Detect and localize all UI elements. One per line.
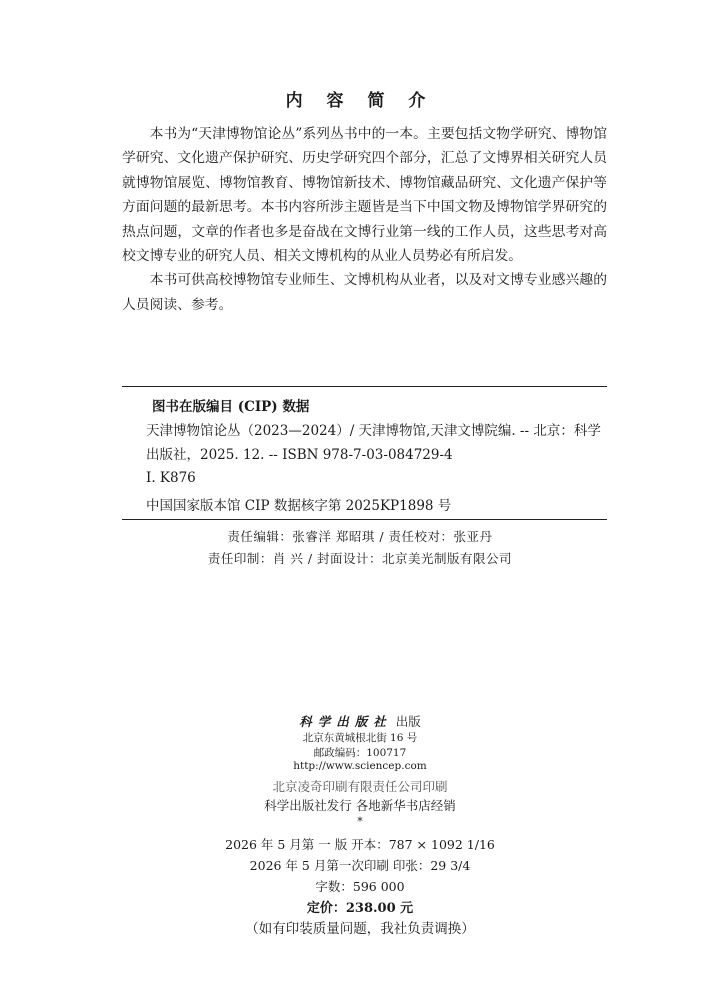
cip-classification: Ⅰ. K876 [146, 470, 196, 486]
cip-heading: 图书在版编目 (CIP) 数据 [152, 399, 310, 415]
credits-editors: 责任编辑：张睿洋 郑昭琪 / 责任校对：张亚丹 [227, 529, 493, 544]
publisher-name: 科学出版社 [299, 714, 392, 729]
publisher-website: http://www.sciencep.com [293, 760, 427, 772]
printer-line: 北京凌奇印刷有限责任公司印刷 [272, 779, 448, 794]
distributor-line: 科学出版社发行 各地新华书店经销 [264, 798, 456, 813]
edition-line-2: 2026 年 5 月第一次印刷 印张：29 3/4 [249, 858, 471, 873]
intro-section [122, 122, 607, 317]
credits-production: 责任印制：肖 兴 / 封面设计：北京美光制版有限公司 [207, 551, 513, 566]
publisher-postcode: 邮政编码：100717 [313, 747, 407, 759]
publisher-suffix: 出版 [395, 714, 421, 729]
intro-title: 内 容 简 介 [285, 91, 435, 111]
publisher-address: 北京东黄城根北街 16 号 [302, 732, 418, 744]
publisher-line [0, 712, 720, 730]
cip-top-rule [122, 386, 607, 387]
intro-paragraph: 本书可供高校博物馆专业师生、文博机构从业者，以及对文博专业感兴趣的人员阅读、参考。 [122, 272, 607, 313]
edition-line-1: 2026 年 5 月第 一 版 开本：787 × 1092 1/16 [225, 837, 495, 852]
cip-record: 天津博物馆论丛（2023—2024）/ 天津博物馆,天津文博院编. -- 北京：科学出版社，2025. 12. -- ISBN 978-7-03-084729-4 [146, 423, 601, 463]
word-count: 字数：596 000 [315, 879, 405, 894]
quality-notice: （如有印装质量问题，我社负责调换） [245, 921, 475, 937]
price: 定价：238.00 元 [306, 901, 414, 916]
cip-number: 中国国家版本馆 CIP 数据核字第 2025KP1898 号 [146, 498, 452, 514]
cip-bottom-rule [122, 519, 607, 520]
separator-star: * [357, 815, 363, 828]
intro-paragraph: 本书为“天津博物馆论丛”系列丛书中的一本。主要包括文物学研究、博物馆学研究、文化遗产保护研究、历史学研究四个部分，汇总了文博界相关研究人员就博物馆展览、博物馆教育、博物馆新技术、博物馆藏品研究、文化遗产保护等方面问题的最新思考。本书内容所涉主题皆是当下中国文物及博物馆学界研究的热点问题，文章的作者也多是奋战在文博行业第一线的工作人员，这些思考对高校文博专业的研究人员、相关文博机构的从业人员势必有所启发。 [122, 126, 607, 265]
